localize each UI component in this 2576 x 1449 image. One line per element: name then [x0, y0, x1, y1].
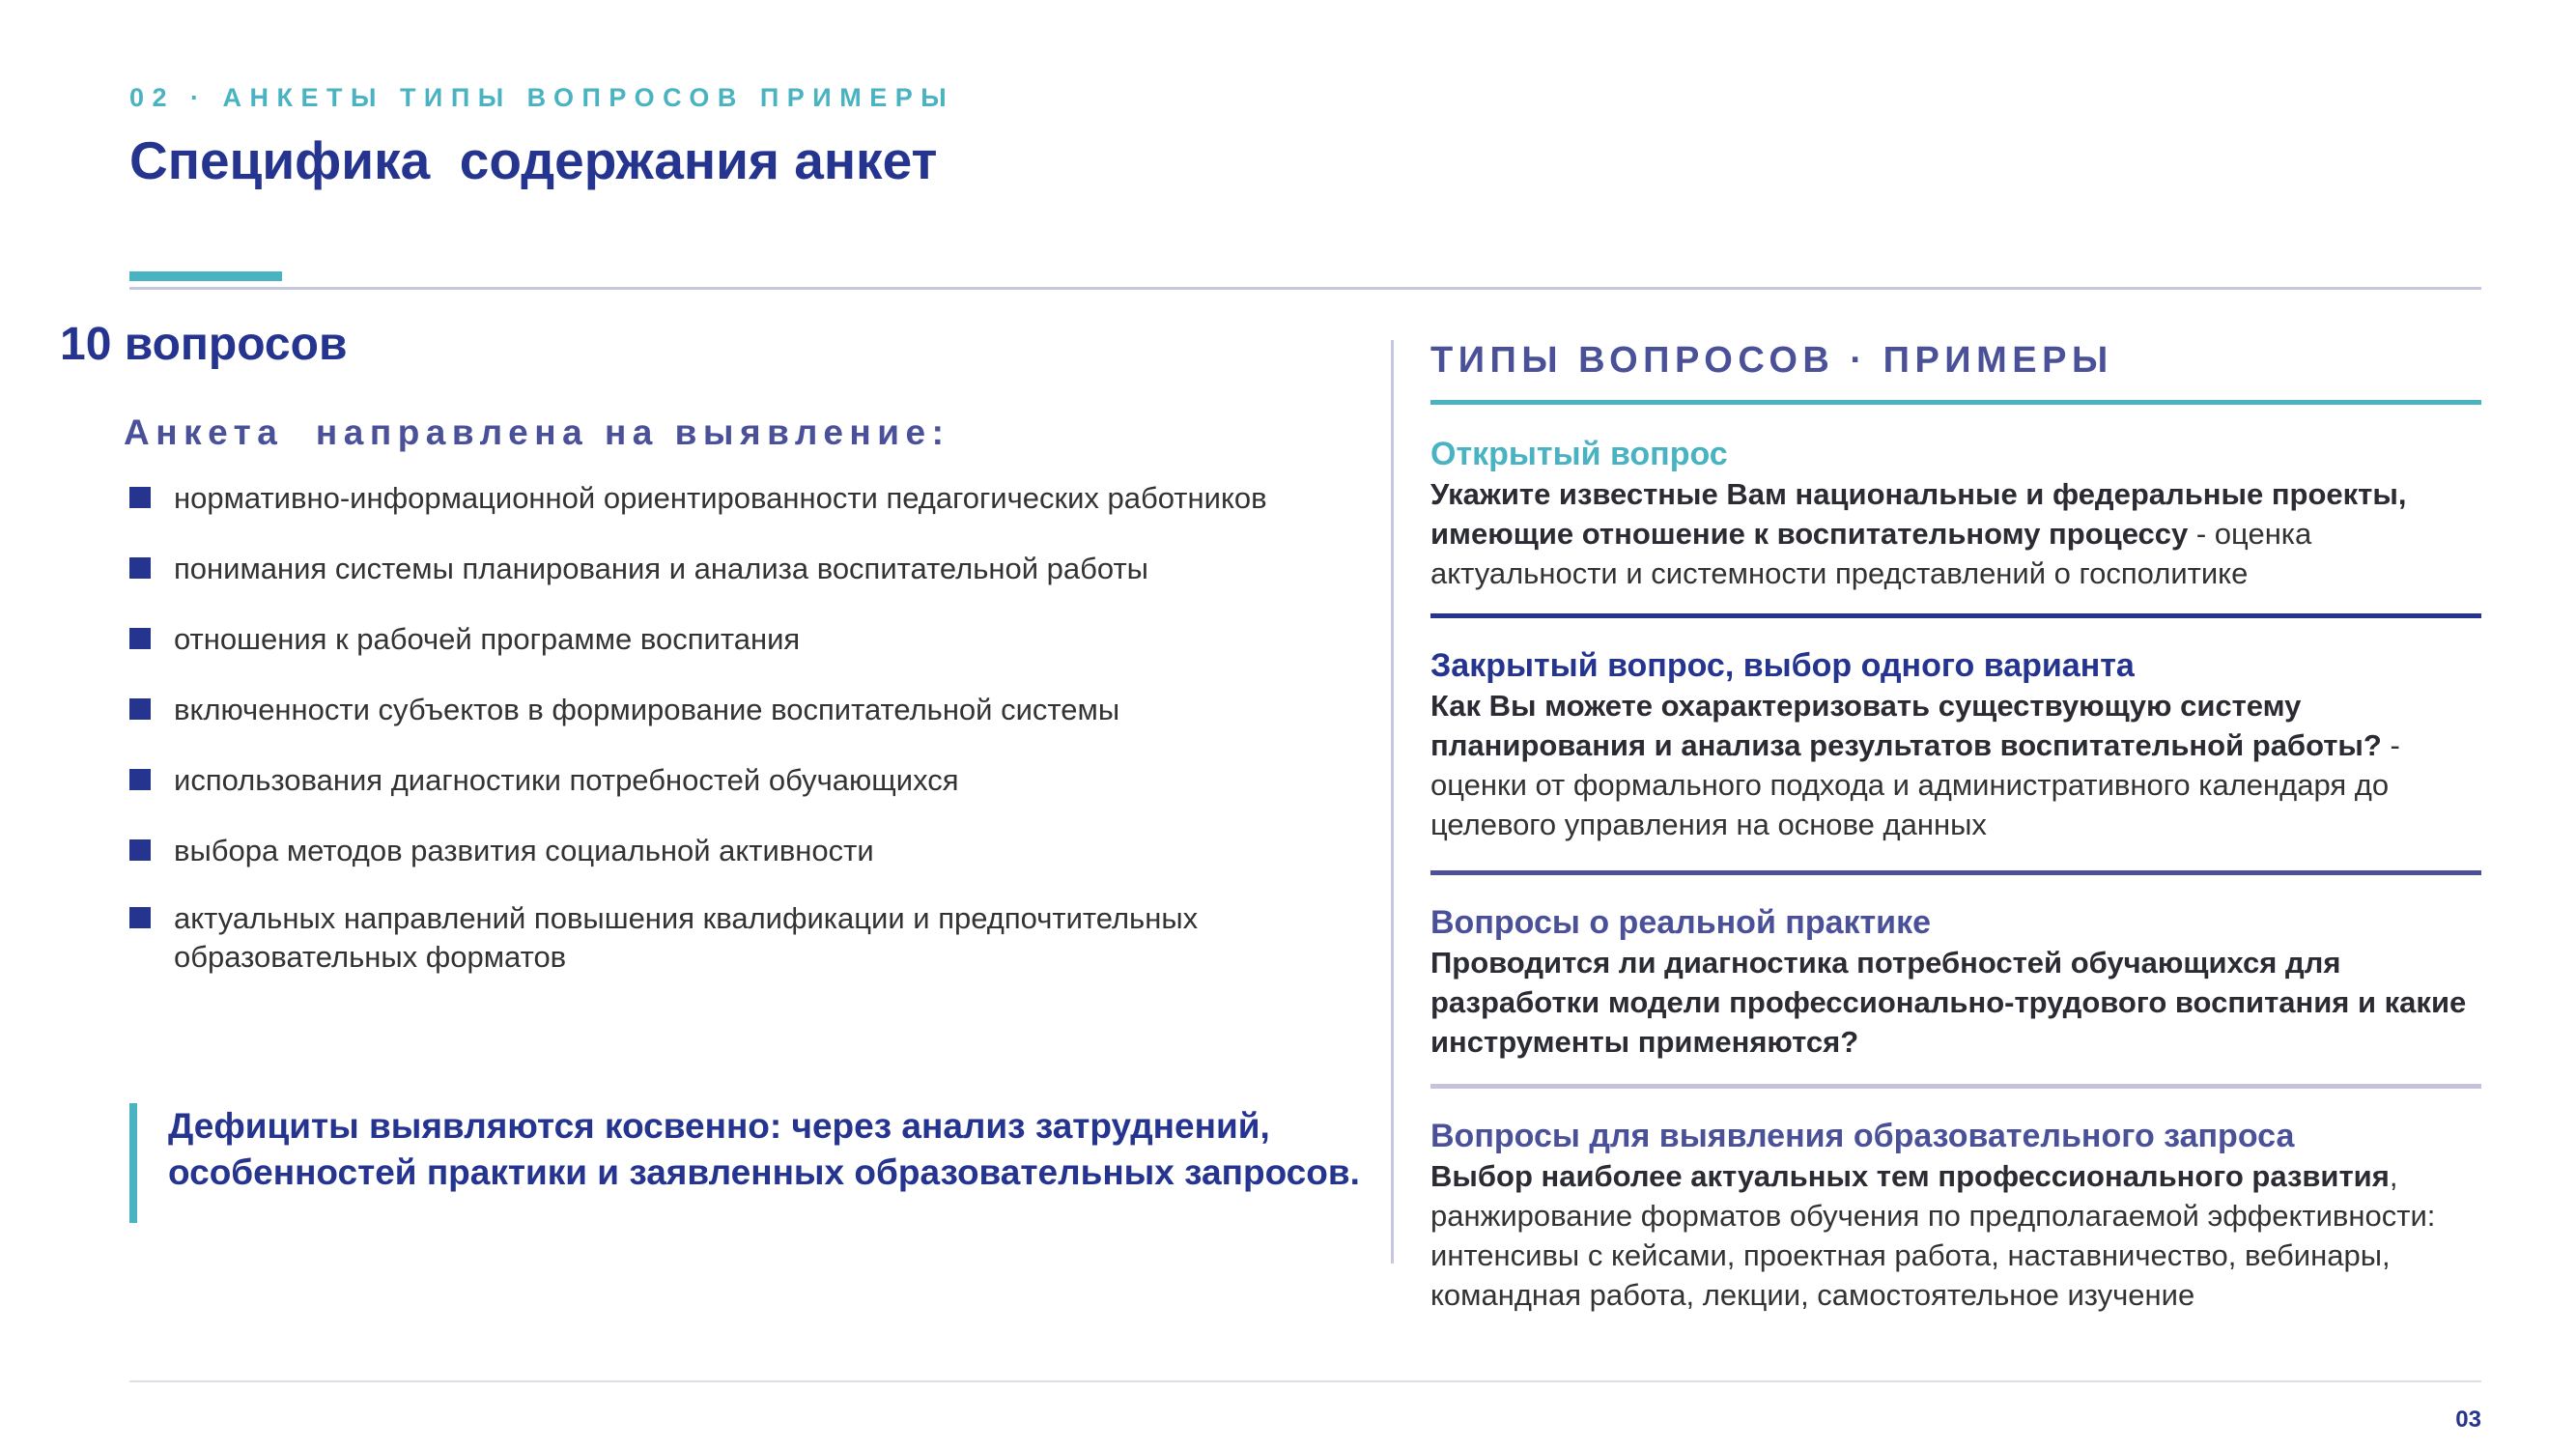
question-types-rule	[1430, 400, 2481, 405]
page-number: 03	[2455, 1406, 2481, 1433]
criteria-item	[129, 479, 1375, 518]
callout-accent-bar	[129, 1103, 137, 1223]
question-count: 10 вопросов	[60, 319, 348, 370]
accent-bar	[129, 271, 282, 281]
bullet-square-icon	[129, 839, 151, 861]
column-divider	[1391, 340, 1394, 1264]
question-type-separator	[1430, 613, 2481, 618]
criteria-text: актуальных направлений повышения квалификации и предпочтительных образовательных форматов	[174, 901, 1199, 974]
question-type-card	[1430, 902, 2481, 1062]
question-type-title: Вопросы о реальной практике	[1430, 904, 1932, 941]
question-purpose: , ранжирование форматов обучения по предполагаемой эффективности: интенсивы с кейсами, проектная работа, наставничество, вебинары, командная работа, лекции, самостоятельное изучение	[1430, 1159, 2436, 1312]
bullet-square-icon	[129, 487, 151, 508]
deficits-callout	[129, 1103, 1385, 1196]
bullet-square-icon	[129, 557, 151, 579]
criteria-item	[129, 620, 1375, 659]
bullet-square-icon	[129, 769, 151, 790]
question-purpose: - оценка актуальности и системности представлений о госполитике	[1430, 517, 2312, 590]
question-type-title: Вопросы для выявления образовательного запроса	[1430, 1118, 2295, 1154]
question-type-card	[1430, 645, 2481, 844]
question-type-body	[1430, 1156, 2481, 1315]
question-purpose: - оценки от формального подхода и административного календаря до целевого управления на основе данных	[1430, 728, 2400, 841]
criteria-item	[129, 899, 1375, 977]
criteria-text: использования диагностики потребностей обучающихся	[174, 763, 959, 797]
criteria-item	[129, 832, 1375, 870]
example-question: Как Вы можете охарактеризовать существующую систему планирования и анализа результатов воспитательной работы?	[1430, 689, 2382, 762]
question-type-separator	[1430, 1084, 2481, 1089]
top-divider	[129, 287, 2481, 290]
page-title: Специфика содержания анкет	[129, 130, 938, 190]
callout-text: Дефициты выявляются косвенно: через анализ затруднений, особенностей практики и заявленных образовательных запросов.	[168, 1106, 1360, 1192]
eyebrow: 02 · АНКЕТЫ ТИПЫ ВОПРОСОВ ПРИМЕРЫ	[129, 83, 955, 112]
criteria-item	[129, 691, 1375, 729]
bottom-divider	[129, 1380, 2481, 1382]
example-question: Укажите известные Вам национальные и федеральные проекты, имеющие отношение к воспитательному процессу	[1430, 477, 2407, 551]
bullet-square-icon	[129, 698, 151, 720]
aim-heading: Анкета направлена на выявление:	[124, 412, 950, 452]
criteria-item	[129, 550, 1375, 588]
criteria-text: включенности субъектов в формирование воспитательной системы	[174, 693, 1120, 726]
example-question: Проводится ли диагностика потребностей обучающихся для разработки модели профессионально-трудового воспитания и какие инструменты применяются?	[1430, 946, 2467, 1059]
question-type-body	[1430, 474, 2481, 593]
bullet-square-icon	[129, 628, 151, 649]
example-question: Выбор наиболее актуальных тем профессионального развития	[1430, 1159, 2390, 1193]
criteria-text: нормативно-информационной ориентированности педагогических работников	[174, 481, 1267, 515]
question-type-body	[1430, 943, 2481, 1062]
criteria-text: понимания системы планирования и анализа воспитательной работы	[174, 552, 1148, 585]
question-type-card	[1430, 1116, 2481, 1315]
criteria-text: выбора методов развития социальной активности	[174, 834, 874, 867]
question-type-card	[1430, 434, 2481, 593]
question-types-heading: ТИПЫ ВОПРОСОВ · ПРИМЕРЫ	[1430, 340, 2113, 381]
question-type-title: Открытый вопрос	[1430, 436, 1728, 472]
criteria-text: отношения к рабочей программе воспитания	[174, 622, 801, 656]
criteria-item	[129, 761, 1375, 800]
bullet-square-icon	[129, 907, 151, 928]
question-type-title: Закрытый вопрос, выбор одного варианта	[1430, 647, 2135, 684]
question-type-body	[1430, 686, 2481, 844]
question-type-separator	[1430, 870, 2481, 875]
